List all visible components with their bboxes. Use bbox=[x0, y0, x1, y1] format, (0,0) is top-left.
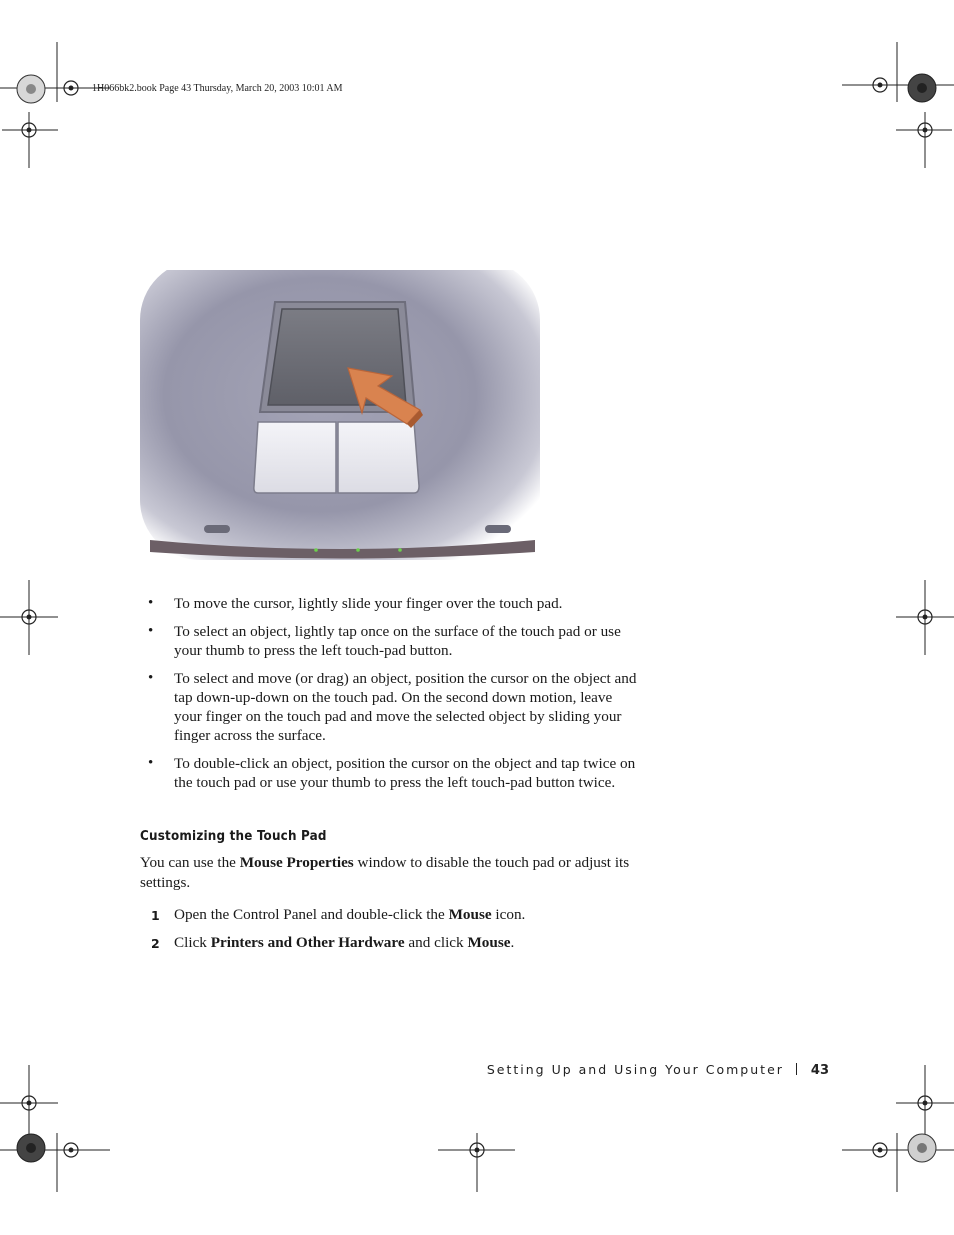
bullet-icon: • bbox=[148, 670, 154, 686]
step-number: 1 bbox=[151, 908, 160, 923]
term-mouse-properties: Mouse Properties bbox=[239, 854, 354, 871]
bullet-icon: • bbox=[148, 595, 154, 611]
chapter-title: Setting Up and Using Your Computer bbox=[486, 1062, 784, 1077]
page-footer bbox=[487, 1062, 829, 1078]
section-heading: Customizing the Touch Pad bbox=[140, 829, 327, 844]
list-item: 2 Click Printers and Other Hardware and click Mouse. bbox=[140, 933, 640, 953]
list-item: • To move the cursor, lightly slide your finger over the touch pad. bbox=[148, 595, 563, 612]
touchpad-illustration bbox=[140, 240, 540, 565]
list-item: • To select an object, lightly tap once on the surface of the touch pad or use your thumb to press the left touch-pad button. bbox=[148, 623, 621, 659]
steps-list bbox=[140, 905, 640, 961]
list-item: • To select and move (or drag) an object, position the cursor on the object and tap down-up-down on the touch pad. On the second down motion, leave your finger on the touch pad and move the selected object by sliding your finger across the surface. bbox=[148, 670, 637, 744]
step-number: 2 bbox=[151, 936, 160, 951]
bullet-icon: • bbox=[148, 623, 154, 639]
list-item: • To double-click an object, position the cursor on the object and tap twice on the touch pad or use your thumb to press the left touch-pad button twice. bbox=[148, 755, 636, 791]
list-item: 1 Open the Control Panel and double-click the Mouse icon. bbox=[140, 905, 640, 925]
print-header: 1H066bk2.book Page 43 Thursday, March 20, 2003 10:01 AM bbox=[92, 83, 343, 94]
page-number: 43 bbox=[810, 1063, 829, 1078]
bullet-icon: • bbox=[148, 755, 154, 771]
footer-divider bbox=[796, 1063, 797, 1075]
section-intro: You can use the Mouse Properties window to disable the touch pad or adjust its settings. bbox=[140, 854, 630, 891]
touchpad-usage-list bbox=[140, 594, 640, 801]
